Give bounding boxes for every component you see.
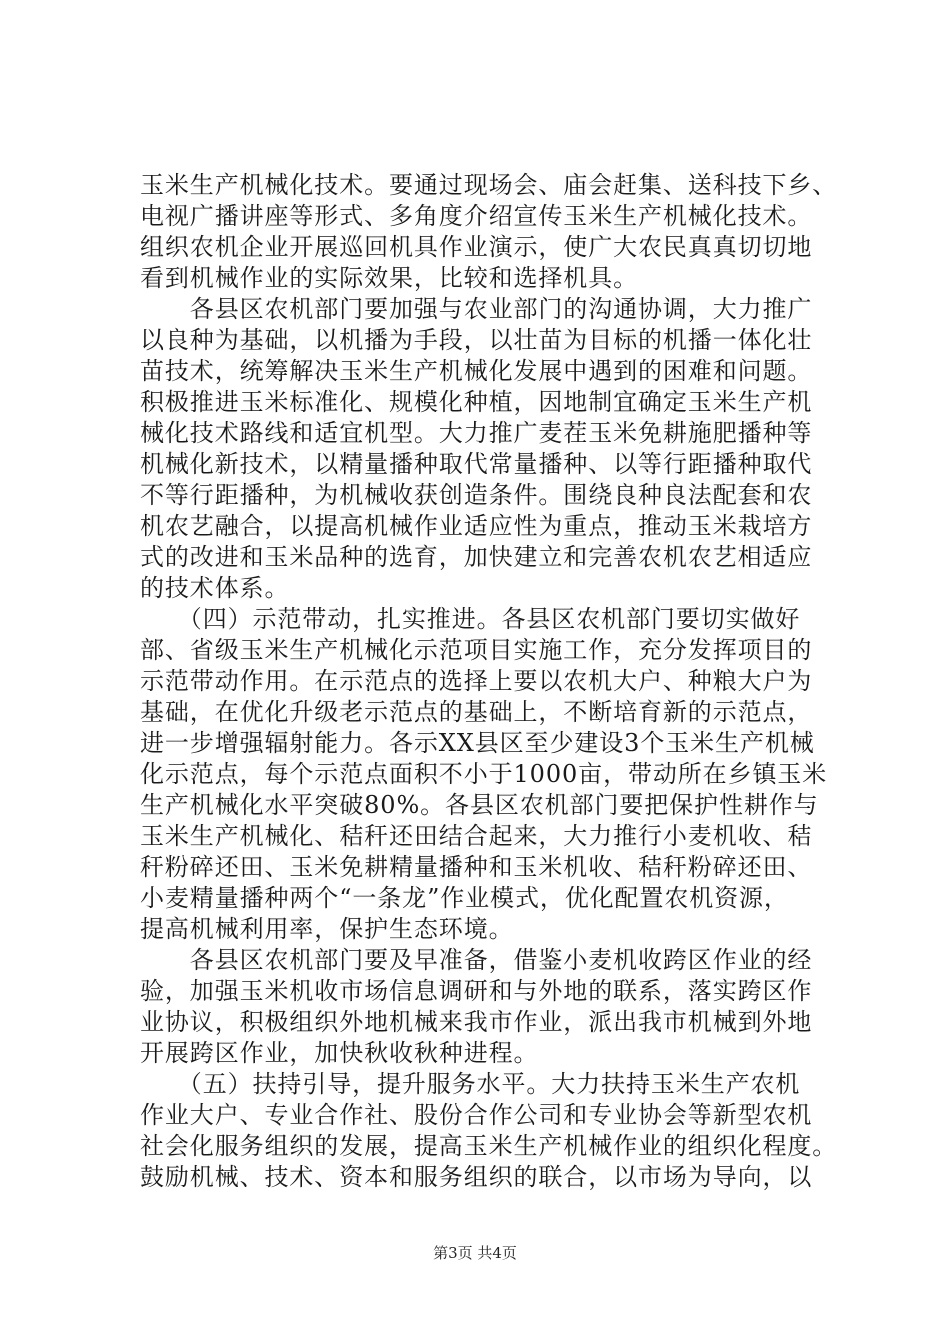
text-line: 的技术体系。 — [140, 574, 290, 602]
text-line: 鼓励机械、技术、资本和服务组织的联合，以市场为导向，以 — [140, 1163, 813, 1191]
text-line: 机农艺融合，以提高机械作业适应性为重点，推动玉米栽培方 — [140, 512, 813, 540]
text-line: 验，加强玉米机收市场信息调研和与外地的联系，落实跨区作 — [140, 977, 813, 1005]
text-line: 小麦精量播种两个“一条龙”作业模式，优化配置农机资源， — [140, 884, 789, 912]
page-number: 第3页 共4页 — [433, 1244, 517, 1262]
text-line: 械化技术路线和适宜机型。大力推广麦茬玉米免耕施肥播种等 — [140, 419, 813, 447]
text-line: （四）示范带动，扎实推进。各县区农机部门要切实做好 — [140, 605, 801, 633]
text-line: 以良种为基础，以机播为手段，以壮苗为目标的机播一体化壮 — [140, 326, 813, 354]
text-line: 不等行距播种，为机械收获创造条件。围绕良种良法配套和农 — [140, 481, 813, 509]
text-line: 提高机械利用率，保护生态环境。 — [140, 915, 514, 943]
text-line: 业协议，积极组织外地机械来我市作业，派出我市机械到外地 — [140, 1008, 813, 1036]
text-line: 生产机械化水平突破80%。各县区农机部门要把保护性耕作与 — [140, 791, 819, 819]
text-line: 玉米生产机械化、秸秆还田结合起来，大力推行小麦机收、秸 — [140, 822, 813, 850]
text-line: 机械化新技术，以精量播种取代常量播种、以等行距播种取代 — [140, 450, 813, 478]
text-line: 开展跨区作业，加快秋收秋种进程。 — [140, 1039, 539, 1067]
text-line: 看到机械作业的实际效果，比较和选择机具。 — [140, 264, 638, 292]
text-line: 社会化服务组织的发展，提高玉米生产机械作业的组织化程度。 — [140, 1132, 838, 1160]
body-text — [140, 170, 840, 1193]
text-line: 式的改进和玉米品种的选育，加快建立和完善农机农艺相适应 — [140, 543, 813, 571]
text-line: 基础，在优化升级老示范点的基础上，不断培育新的示范点， — [140, 698, 813, 726]
text-line: 苗技术，统筹解决玉米生产机械化发展中遇到的困难和问题。 — [140, 357, 813, 385]
text-line: 玉米生产机械化技术。要通过现场会、庙会赶集、送科技下乡、 — [140, 171, 838, 199]
text-line: 作业大户、专业合作社、股份合作公司和专业协会等新型农机 — [140, 1101, 813, 1129]
text-line: 各县区农机部门要加强与农业部门的沟通协调，大力推广 — [140, 295, 813, 323]
text-line: 进一步增强辐射能力。各示XX县区至少建设3个玉米生产机械 — [140, 729, 815, 757]
text-line: 各县区农机部门要及早准备，借鉴小麦机收跨区作业的经 — [140, 946, 813, 974]
text-line: 电视广播讲座等形式、多角度介绍宣传玉米生产机械化技术。 — [140, 202, 813, 230]
text-line: 秆粉碎还田、玉米免耕精量播种和玉米机收、秸秆粉碎还田、 — [140, 853, 813, 881]
text-line: 化示范点，每个示范点面积不小于1000亩，带动所在乡镇玉米 — [140, 760, 828, 788]
text-line: （五）扶持引导，提升服务水平。大力扶持玉米生产农机 — [140, 1070, 801, 1098]
text-line: 组织农机企业开展巡回机具作业演示，使广大农民真真切切地 — [140, 233, 813, 261]
text-line: 示范带动作用。在示范点的选择上要以农机大户、种粮大户为 — [140, 667, 813, 695]
text-line: 部、省级玉米生产机械化示范项目实施工作，充分发挥项目的 — [140, 636, 813, 664]
text-line: 积极推进玉米标准化、规模化种植，因地制宜确定玉米生产机 — [140, 388, 813, 416]
